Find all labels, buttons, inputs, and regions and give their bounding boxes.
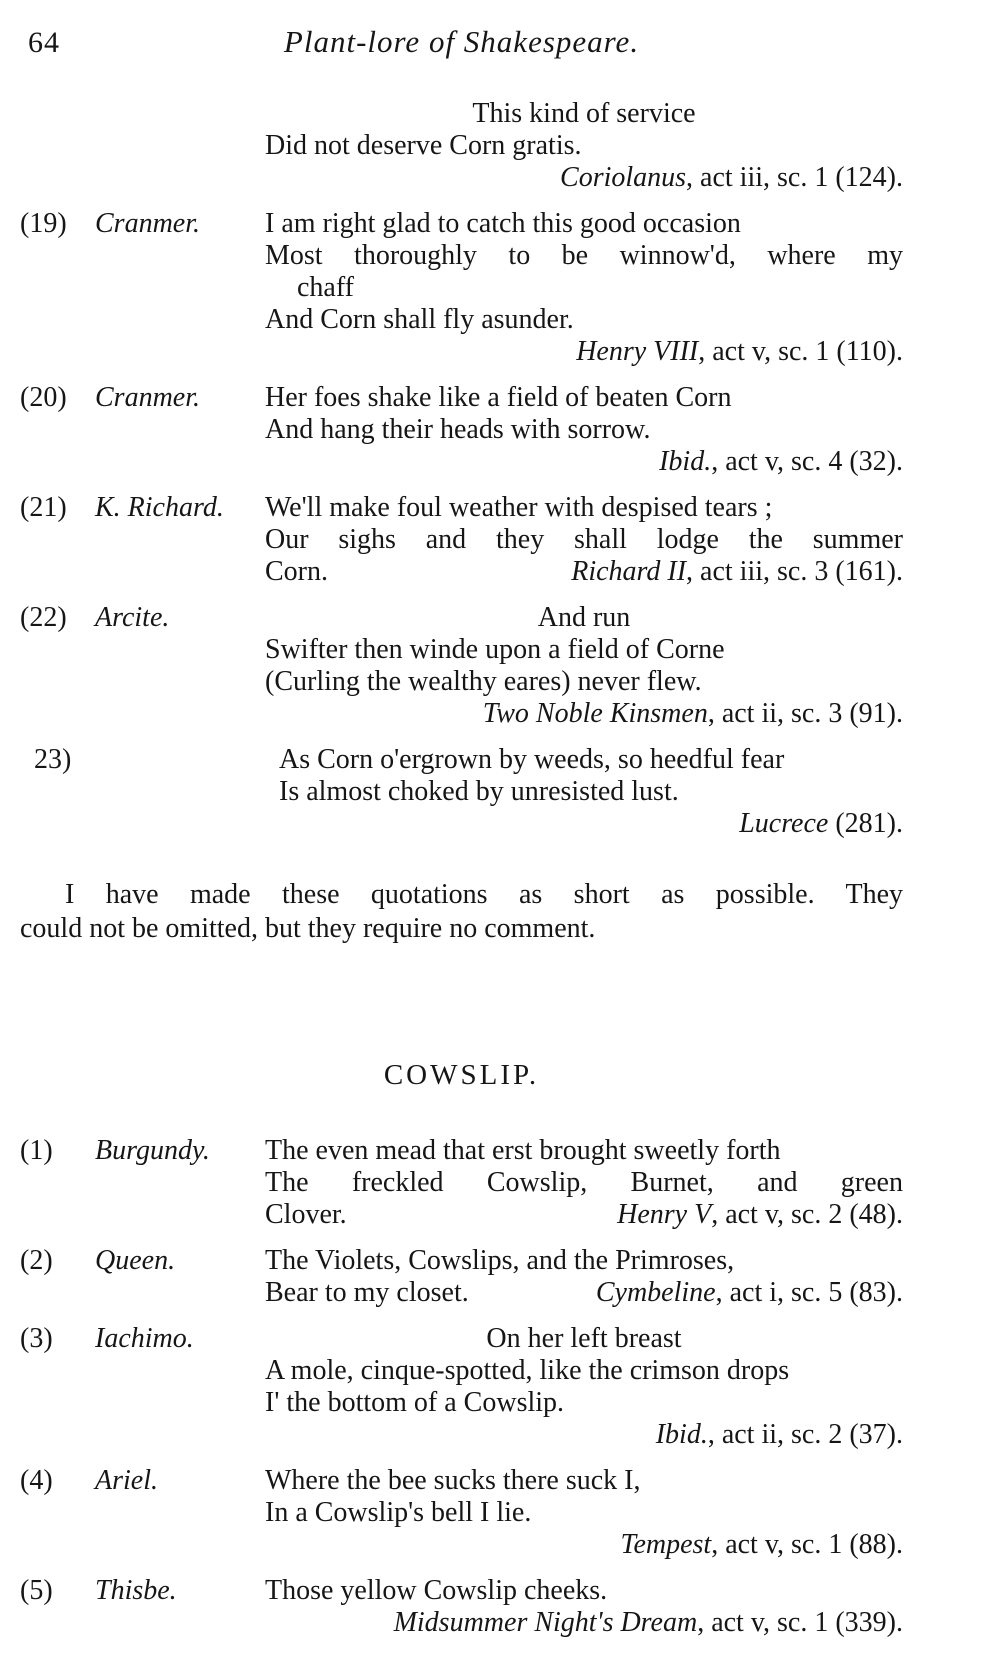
quote-line: I' the bottom of a Cowslip. bbox=[265, 1387, 565, 1418]
entry-number: (2) bbox=[20, 1245, 53, 1276]
citation-detail: , act iii, sc. 3 (161). bbox=[686, 556, 903, 587]
quote-entry bbox=[20, 1323, 903, 1451]
quote-line: Corn. bbox=[265, 556, 328, 587]
quote-text bbox=[265, 1135, 903, 1231]
entry-speaker: Arcite. bbox=[95, 602, 170, 633]
citation-source: Midsummer Night's Dream bbox=[393, 1607, 698, 1638]
quote-line: We'll make foul weather with despised tears ; bbox=[265, 492, 773, 523]
entry-speaker: Iachimo. bbox=[95, 1323, 194, 1354]
entry-number: (20) bbox=[20, 382, 67, 413]
quote-line: The freckled Cowslip, Burnet, and green bbox=[265, 1167, 903, 1198]
quote-line: A mole, cinque-spotted, like the crimson drops bbox=[265, 1355, 790, 1386]
quote-line: chaff bbox=[297, 272, 354, 303]
citation bbox=[265, 1529, 903, 1561]
entry-number: 23) bbox=[34, 744, 72, 775]
quote-text bbox=[265, 1245, 903, 1309]
quote-line-with-citation bbox=[265, 1199, 903, 1231]
quote-text bbox=[279, 744, 903, 840]
quote-line: On her left breast bbox=[486, 1323, 682, 1354]
entry-number: (1) bbox=[20, 1135, 53, 1166]
citation-source: Tempest bbox=[620, 1529, 712, 1560]
entry-number: (5) bbox=[20, 1575, 53, 1606]
citation bbox=[279, 808, 903, 840]
citation bbox=[265, 336, 903, 368]
quote-entry bbox=[20, 492, 903, 588]
quote-text bbox=[265, 1575, 903, 1639]
citation bbox=[596, 1277, 903, 1309]
entry-number: (4) bbox=[20, 1465, 53, 1496]
entry-speaker: Queen. bbox=[95, 1245, 176, 1276]
quote-entry bbox=[20, 744, 903, 840]
entry-number: (3) bbox=[20, 1323, 53, 1354]
quote-line-with-citation bbox=[265, 1277, 903, 1309]
entry-speaker: K. Richard. bbox=[95, 492, 224, 523]
quote-entry bbox=[20, 1245, 903, 1309]
citation-source: Henry VIII bbox=[576, 336, 699, 367]
quote-entry bbox=[20, 1575, 903, 1639]
citation-detail: , act v, sc. 4 (32). bbox=[711, 446, 903, 477]
citation bbox=[265, 446, 903, 478]
quote-line: Most thoroughly to be winnow'd, where my bbox=[265, 240, 903, 271]
citation-source: Two Noble Kinsmen bbox=[482, 698, 708, 729]
quote-entry bbox=[20, 98, 903, 194]
citation-source: Coriolanus bbox=[560, 162, 687, 193]
quote-text bbox=[265, 208, 903, 368]
closing-paragraph bbox=[20, 878, 903, 946]
entry-speaker: Burgundy. bbox=[95, 1135, 210, 1166]
quote-line: The Violets, Cowslips, and the Primroses, bbox=[265, 1245, 735, 1276]
section-heading: COWSLIP. bbox=[383, 1059, 540, 1091]
quote-entry bbox=[20, 1135, 903, 1231]
quote-text bbox=[265, 1465, 903, 1561]
quote-line: (Curling the wealthy eares) never flew. bbox=[265, 666, 702, 697]
citation-detail: , act v, sc. 1 (88). bbox=[711, 1529, 903, 1560]
citation-source: Ibid. bbox=[659, 446, 712, 477]
quote-line: Did not deserve Corn gratis. bbox=[265, 130, 582, 161]
quote-line: As Corn o'ergrown by weeds, so heedful fear bbox=[279, 744, 785, 775]
quote-text bbox=[265, 602, 903, 730]
citation-detail: , act i, sc. 5 (83). bbox=[715, 1277, 903, 1308]
quote-line: And run bbox=[537, 602, 631, 633]
citation bbox=[265, 1607, 903, 1639]
quote-text bbox=[265, 492, 903, 588]
quote-line-with-citation bbox=[265, 556, 903, 588]
page-number: 64 bbox=[28, 26, 60, 59]
quote-line: In a Cowslip's bell I lie. bbox=[265, 1497, 532, 1528]
citation-detail: (281). bbox=[828, 808, 903, 839]
page-title: Plant-lore of Shakespeare. bbox=[283, 24, 640, 59]
running-head bbox=[20, 24, 903, 58]
citation-source: Richard II bbox=[571, 556, 687, 587]
quote-entry bbox=[20, 208, 903, 368]
entry-speaker: Thisbe. bbox=[95, 1575, 177, 1606]
citation-source: Ibid. bbox=[655, 1419, 708, 1450]
quote-line: Bear to my closet. bbox=[265, 1277, 469, 1308]
quote-entry bbox=[20, 1465, 903, 1561]
citation-detail: , act v, sc. 2 (48). bbox=[711, 1199, 903, 1230]
quote-text bbox=[265, 98, 903, 194]
entry-number: (21) bbox=[20, 492, 67, 523]
citation-source: Cymbeline bbox=[595, 1277, 716, 1308]
citation-source: Henry V bbox=[617, 1199, 712, 1230]
quote-line: This kind of service bbox=[472, 98, 696, 129]
citation-detail: , act iii, sc. 1 (124). bbox=[686, 162, 903, 193]
quote-text bbox=[265, 1323, 903, 1451]
entry-speaker: Ariel. bbox=[95, 1465, 158, 1496]
entry-speaker: Cranmer. bbox=[95, 382, 201, 413]
paragraph-line: I have made these quotations as short as possible. They bbox=[65, 879, 903, 910]
quote-line: Is almost choked by unresisted lust. bbox=[279, 776, 679, 807]
citation bbox=[265, 1419, 903, 1451]
quote-line: The even mead that erst brought sweetly forth bbox=[265, 1135, 781, 1166]
quote-line: Where the bee sucks there suck I, bbox=[265, 1465, 641, 1496]
paragraph-line: could not be omitted, but they require no comment. bbox=[20, 913, 596, 944]
quote-entry bbox=[20, 382, 903, 478]
citation bbox=[265, 162, 903, 194]
quote-text bbox=[265, 382, 903, 478]
quote-line: And hang their heads with sorrow. bbox=[265, 414, 651, 445]
citation-detail: , act ii, sc. 2 (37). bbox=[707, 1419, 903, 1450]
citation-detail: , act ii, sc. 3 (91). bbox=[707, 698, 903, 729]
citation bbox=[571, 556, 903, 588]
citation bbox=[617, 1199, 903, 1231]
quote-line: And Corn shall fly asunder. bbox=[265, 304, 574, 335]
entry-speaker: Cranmer. bbox=[95, 208, 201, 239]
entry-number: (22) bbox=[20, 602, 67, 633]
citation-detail: , act v, sc. 1 (110). bbox=[698, 336, 903, 367]
quote-line: Her foes shake like a field of beaten Corn bbox=[265, 382, 732, 413]
citation-source: Lucrece bbox=[739, 808, 829, 839]
quote-line: Those yellow Cowslip cheeks. bbox=[265, 1575, 608, 1606]
citation bbox=[265, 698, 903, 730]
quote-line: I am right glad to catch this good occasion bbox=[265, 208, 741, 239]
quote-entry bbox=[20, 602, 903, 730]
entry-number: (19) bbox=[20, 208, 67, 239]
quote-line: Our sighs and they shall lodge the summer bbox=[265, 524, 903, 555]
citation-detail: , act v, sc. 1 (339). bbox=[697, 1607, 903, 1638]
quote-line: Swifter then winde upon a field of Corne bbox=[265, 634, 725, 665]
quote-line: Clover. bbox=[265, 1199, 347, 1230]
